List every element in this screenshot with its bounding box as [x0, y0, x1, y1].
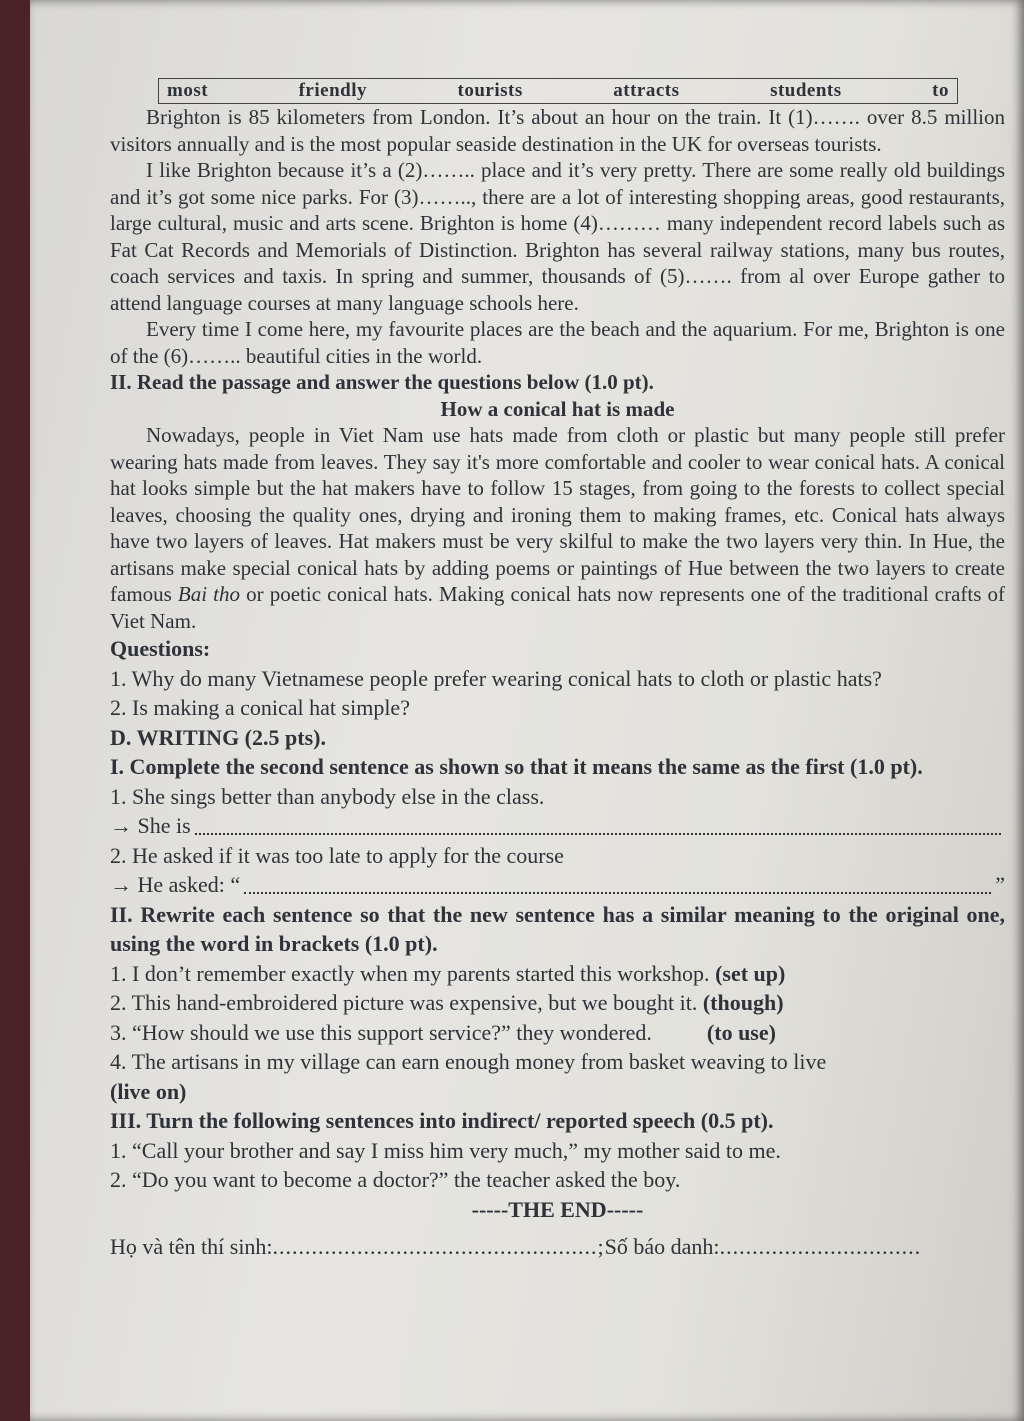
- candidate-footer: [110, 1232, 1005, 1262]
- rewrite-text: 3. “How should we use this support service?” they wondered.: [110, 1019, 707, 1045]
- word-box-item: tourists: [457, 80, 523, 101]
- candidate-id-blank[interactable]: ...............................: [719, 1234, 922, 1259]
- writing-heading: D. WRITING (2.5 pts).: [110, 724, 326, 750]
- passage-italic-term: Bai tho: [177, 582, 241, 606]
- rewrite-keyword: (set up): [715, 960, 786, 986]
- brighton-paragraph-1: Brighton is 85 kilometers from London. It’s about an hour on the train. It (1)……. over 8.5 million visitors annually and is the most popular seaside destination in the UK for overseas tourists.: [110, 105, 1005, 156]
- rewrite-item-4: 4. The artisans in my village can earn enough money from basket weaving to live: [110, 1049, 827, 1074]
- rewrite-item: [110, 1018, 1005, 1048]
- question-item: 2. Is making a conical hat simple?: [110, 695, 410, 720]
- answer-line-2[interactable]: [110, 870, 1005, 900]
- candidate-id-label: Số báo danh:: [604, 1234, 720, 1259]
- page-content: [110, 78, 1005, 1262]
- rewrite-keyword-4: (live on): [110, 1078, 187, 1104]
- writing-part-1-heading: I. Complete the second sentence as shown so that it means the same as the first (1.0 pt).: [110, 754, 923, 779]
- answer-suffix: ”: [995, 872, 1005, 897]
- reported-speech-item: 2. “Do you want to become a doctor?” the teacher asked the boy.: [110, 1167, 681, 1192]
- writing-part-3-heading: III. Turn the following sentences into indirect/ reported speech (0.5 pt).: [110, 1108, 774, 1133]
- word-box-item: most: [167, 80, 209, 101]
- rewrite-keyword: (though): [702, 990, 784, 1015]
- answer-prefix: → He asked: “: [110, 872, 241, 897]
- word-box-item: students: [770, 80, 842, 101]
- word-box-item: friendly: [298, 80, 367, 101]
- writing-part-2-heading: II. Rewrite each sentence so that the new sentence has a similar meaning to the original one, using the word in brackets (1.0 pt).: [110, 901, 1005, 956]
- questions-label: Questions:: [110, 636, 211, 661]
- passage-text-a: Nowadays, people in Viet Nam use hats made from cloth or plastic but many people still prefer wearing hats made from leaves. They say it's more comfortable and cooler to wear conical hats. A conical hat looks simple but the hat makers have to follow 15 stages, from going to the forests to collect special leaves, choosing the quality ones, drying and ironing them to making frames, etc. Conical hats always have two layers of leaves. Hat makers must be very skilful to make the two layers very thin. In Hue, the artisans make special conical hats by adding poems or paintings of Hue between the two layers to create famous: [110, 423, 1005, 606]
- writing-p1-question-2: 2. He asked if it was too late to apply for the course: [110, 842, 564, 868]
- passage-text-b: or poetic conical hats. Making conical hats now represents one of the traditional crafts of Viet Nam.: [110, 582, 1006, 633]
- candidate-name-blank[interactable]: ..................................................;: [272, 1234, 605, 1259]
- conical-hat-passage: [110, 422, 1005, 634]
- section-2-heading: II. Read the passage and answer the questions below (1.0 pt).: [110, 370, 654, 394]
- word-box-item: to: [932, 80, 949, 101]
- answer-blank[interactable]: [195, 811, 1001, 835]
- word-box: [158, 78, 958, 104]
- brighton-paragraph-3: Every time I come here, my favourite places are the beach and the aquarium. For me, Brighton is one of the (6)…….. beautiful cities in the world.: [110, 317, 1005, 368]
- word-box-item: attracts: [613, 80, 680, 101]
- reported-speech-item: 1. “Call your brother and say I miss him very much,” my mother said to me.: [110, 1137, 781, 1163]
- conical-hat-title: How a conical hat is made: [440, 396, 675, 421]
- lower-section: [110, 634, 1005, 1262]
- answer-prefix: → She is: [110, 813, 191, 838]
- answer-line-1[interactable]: [110, 811, 1005, 841]
- answer-blank[interactable]: [244, 870, 991, 894]
- brighton-paragraph-2: I like Brighton because it’s a (2)…….. place and it’s very pretty. There are some really old buildings and it’s got some nice parks. For (3)…….., there are a lot of interesting shopping areas, good restaurants, large cultural, music and arts scene. Brighton is home (4)……… many independent record labels such as Fat Cat Records and Memorials of Distinction. Brighton has several railway stations, many bus routes, coach services and taxis. In spring and summer, thousands of (5)……. from al over Europe gather to attend language courses at many language schools here.: [110, 158, 1005, 315]
- candidate-name-label: Họ và tên thí sinh:: [110, 1234, 273, 1259]
- rewrite-item: [110, 959, 1005, 989]
- rewrite-keyword: (to use): [706, 1019, 776, 1045]
- the-end-marker: -----THE END-----: [471, 1196, 644, 1222]
- rewrite-text: 2. This hand-embroidered picture was expensive, but we bought it.: [110, 990, 703, 1015]
- rewrite-item: [110, 988, 1005, 1018]
- exam-page: [30, 0, 1024, 1421]
- rewrite-text: 1. I don’t remember exactly when my parents started this workshop.: [110, 960, 716, 986]
- writing-p1-question-1: 1. She sings better than anybody else in the class.: [110, 783, 545, 809]
- question-item: 1. Why do many Vietnamese people prefer wearing conical hats to cloth or plastic hats?: [110, 665, 882, 691]
